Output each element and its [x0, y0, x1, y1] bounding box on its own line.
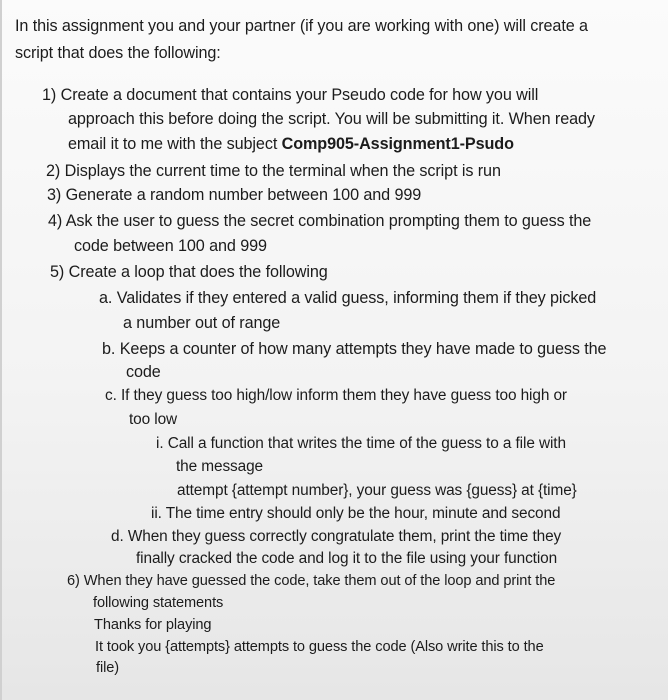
- item-4: [48, 210, 591, 232]
- item-1-line-3: [68, 133, 514, 155]
- item-5b-line-2: code: [126, 363, 161, 381]
- item-5c-ii: [151, 503, 560, 525]
- item-5a: [99, 287, 596, 309]
- item-2-marker: 2): [46, 162, 61, 180]
- item-5c-i: [156, 433, 566, 455]
- item-5c-line-2: too low: [129, 411, 178, 428]
- item-5b: [102, 338, 606, 360]
- item-1: [42, 84, 538, 106]
- item-5c-i-line-1: Call a function that writes the time of the guess to a file with: [167, 435, 566, 452]
- item-2: [46, 160, 501, 182]
- item-5d-line-1: When they guess correctly congratulate them, print the time they: [127, 528, 562, 545]
- intro-line-2: script that does the following:: [15, 44, 221, 62]
- item-5: [50, 261, 328, 283]
- item-5d-line-2: finally cracked the code and log it to the file using your function: [136, 550, 558, 567]
- item-1-subject: Comp905-Assignment1-Psudo: [281, 135, 514, 153]
- item-3: [47, 184, 421, 206]
- item-1-subject-prefix: email it to me with the subject: [68, 135, 282, 153]
- item-6-line-4: It took you {attempts} attempts to guess the code (Also write this to the: [95, 639, 544, 655]
- item-6-line-2: following statements: [93, 595, 224, 611]
- item-5c-i-line-3: attempt {attempt number}, your guess was {guess} at {time}: [177, 482, 577, 499]
- item-5-marker: 5): [50, 263, 65, 281]
- item-5c-marker: c.: [105, 387, 117, 404]
- intro-line-1: In this assignment you and your partner (if you are working with one) will create a: [15, 17, 588, 35]
- item-5a-line-1: Validates if they entered a valid guess, informing them if they picked: [116, 289, 597, 307]
- item-6-line-5: file): [96, 660, 120, 676]
- item-5a-marker: a.: [99, 289, 113, 307]
- item-5d-marker: d.: [111, 528, 124, 545]
- item-5c-ii-marker: ii.: [151, 505, 162, 522]
- item-6-line-1: When they have guessed the code, take them out of the loop and print the: [83, 573, 556, 589]
- item-6: [67, 570, 555, 592]
- item-5c-i-line-2: the message: [176, 458, 264, 475]
- item-1-line-1: Create a document that contains your Pseudo code for how you will: [60, 86, 539, 104]
- item-5c: [105, 385, 567, 407]
- item-3-marker: 3): [47, 186, 62, 204]
- item-1-marker: 1): [42, 86, 57, 104]
- item-2-line-1: Displays the current time to the terminal when the script is run: [64, 162, 501, 180]
- item-5c-line-1: If they guess too high/low inform them they have guess too high or: [120, 387, 567, 404]
- item-5-line-1: Create a loop that does the following: [68, 263, 328, 281]
- item-4-line-1: Ask the user to guess the secret combination prompting them to guess the: [65, 212, 592, 230]
- item-6-line-3: Thanks for playing: [94, 617, 212, 633]
- item-5b-line-1: Keeps a counter of how many attempts they have made to guess the: [119, 340, 607, 358]
- item-5a-line-2: a number out of range: [123, 314, 281, 332]
- item-5d: [111, 526, 561, 548]
- item-4-marker: 4): [48, 212, 63, 230]
- item-4-line-2: code between 100 and 999: [74, 237, 267, 255]
- item-6-marker: 6): [67, 573, 80, 589]
- item-3-line-1: Generate a random number between 100 and 999: [65, 186, 422, 204]
- item-5c-i-marker: i.: [156, 435, 164, 452]
- item-5c-ii-line-1: The time entry should only be the hour, minute and second: [165, 505, 561, 522]
- item-1-line-2: approach this before doing the script. You will be submitting it. When ready: [68, 110, 595, 128]
- item-5b-marker: b.: [102, 340, 116, 358]
